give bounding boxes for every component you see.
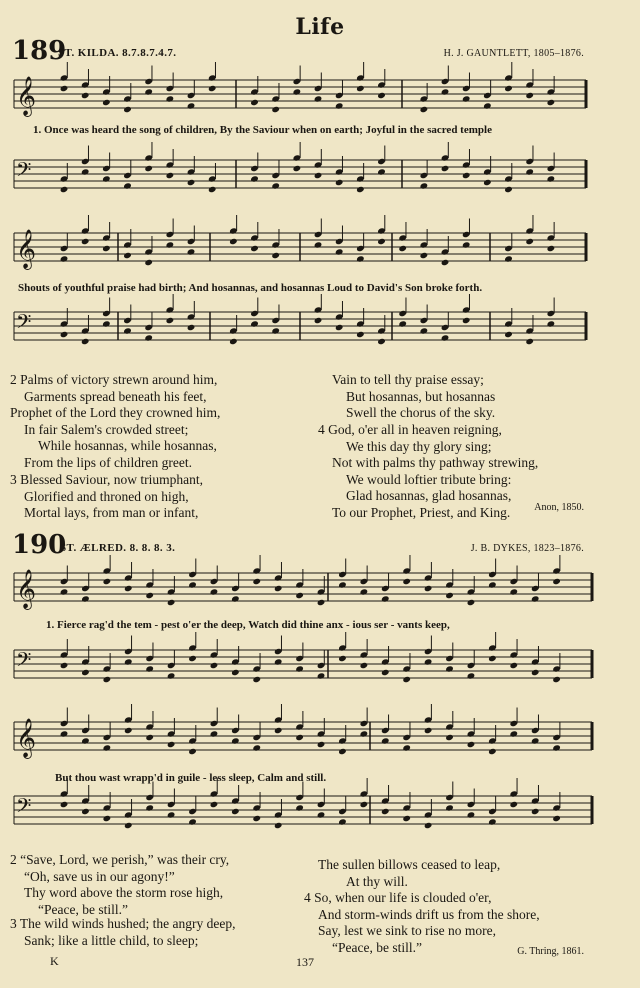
verse-line: “Oh, save us in our agony!” xyxy=(24,868,175,884)
notehead xyxy=(124,727,133,734)
notehead xyxy=(402,676,411,683)
verse-line: Glorified and throned on high, xyxy=(24,488,189,504)
notehead xyxy=(210,588,219,595)
hymn-189-verse-2 xyxy=(10,372,220,472)
notehead xyxy=(531,737,540,744)
notehead xyxy=(295,592,304,599)
notehead xyxy=(483,179,492,186)
notehead xyxy=(271,327,280,334)
notehead xyxy=(145,592,154,599)
notehead xyxy=(509,588,518,595)
notehead xyxy=(81,238,90,245)
notehead xyxy=(295,804,304,811)
notehead xyxy=(102,99,111,106)
verse-line: Vain to tell thy praise essay; xyxy=(332,372,484,387)
notehead xyxy=(531,669,540,676)
notehead xyxy=(102,175,111,182)
treble-clef-icon: 𝄞 xyxy=(16,76,37,116)
verse-line: 2 “Save, Lord, we perish,” was their cry, xyxy=(10,852,230,867)
section-title: Life xyxy=(295,14,345,40)
hymn-190-lyric-line-2: But thou wast wrapp'd in guile - less sleep, Calm and still. xyxy=(55,772,327,784)
verse-line: In fair Salem's crowded street; xyxy=(24,421,189,437)
hymn-190-composer: J. B. DYKES, 1823–1876. xyxy=(470,543,584,554)
bass-clef-icon: 𝄢 xyxy=(16,648,32,676)
hymn-189-verse-4 xyxy=(318,422,538,522)
notehead xyxy=(81,737,90,744)
notehead xyxy=(252,676,261,683)
notehead xyxy=(504,331,513,338)
notehead xyxy=(356,85,365,92)
notehead xyxy=(424,658,433,665)
notehead xyxy=(314,241,323,248)
hymn-189-verse-3-continued xyxy=(318,372,495,422)
verse-line: Garments spread beneath his feet, xyxy=(24,388,207,404)
notehead xyxy=(377,238,386,245)
notehead xyxy=(295,734,304,741)
notehead xyxy=(398,320,407,327)
notehead xyxy=(103,815,112,822)
notehead xyxy=(144,334,153,341)
notehead xyxy=(381,808,390,815)
notehead xyxy=(509,730,518,737)
verse-line: 2 Palms of victory strewn around him, xyxy=(10,372,218,387)
bass-clef-icon: 𝄢 xyxy=(16,794,32,822)
hymn-190-author: G. Thring, 1861. xyxy=(517,946,584,957)
notehead xyxy=(166,172,175,179)
notehead xyxy=(402,815,411,822)
hymn-189-verse-3 xyxy=(10,472,203,522)
notehead xyxy=(252,578,261,585)
notehead xyxy=(210,662,219,669)
verse-line: Sank; like a little child, to sleep; xyxy=(24,932,199,948)
notehead xyxy=(424,727,433,734)
notehead xyxy=(547,175,556,182)
notehead xyxy=(103,744,112,751)
notehead xyxy=(488,818,497,825)
notehead xyxy=(187,324,196,331)
notehead xyxy=(509,662,518,669)
notehead xyxy=(123,182,132,189)
notehead xyxy=(420,106,429,113)
notehead xyxy=(210,801,219,808)
notehead xyxy=(552,676,561,683)
notehead xyxy=(467,811,476,818)
notehead xyxy=(145,734,154,741)
notehead xyxy=(81,338,90,345)
notehead xyxy=(317,599,326,606)
notehead xyxy=(166,241,175,248)
notehead xyxy=(360,662,369,669)
notehead xyxy=(420,182,429,189)
notehead xyxy=(488,581,497,588)
notehead xyxy=(547,320,556,327)
notehead xyxy=(377,338,386,345)
notehead xyxy=(462,317,471,324)
hymn-190-verse-2 xyxy=(10,852,229,918)
notehead xyxy=(335,102,344,109)
notehead xyxy=(60,730,69,737)
notehead xyxy=(441,165,450,172)
notehead xyxy=(124,658,133,665)
notehead xyxy=(360,730,369,737)
treble-clef-icon: 𝄞 xyxy=(16,718,37,758)
notehead xyxy=(252,815,261,822)
notehead xyxy=(123,106,132,113)
notehead xyxy=(60,662,69,669)
notehead xyxy=(525,338,534,345)
notehead xyxy=(187,248,196,255)
notehead xyxy=(250,245,259,252)
notehead xyxy=(231,595,240,602)
treble-clef-icon: 𝄞 xyxy=(16,569,37,609)
notehead xyxy=(552,815,561,822)
notehead xyxy=(102,320,111,327)
notehead xyxy=(467,672,476,679)
notehead xyxy=(509,801,518,808)
notehead xyxy=(102,245,111,252)
notehead xyxy=(420,252,429,259)
notehead xyxy=(335,179,344,186)
notehead xyxy=(317,811,326,818)
notehead xyxy=(462,172,471,179)
hymn-190-number: 190 xyxy=(12,530,67,560)
notehead xyxy=(271,106,280,113)
notehead xyxy=(81,168,90,175)
notehead xyxy=(338,818,347,825)
notehead xyxy=(167,741,176,748)
notehead xyxy=(60,85,69,92)
notehead xyxy=(377,168,386,175)
notehead xyxy=(81,808,90,815)
verse-line: We would loftier tribute bring: xyxy=(346,471,512,487)
notehead xyxy=(167,599,176,606)
notehead xyxy=(81,92,90,99)
notehead xyxy=(338,581,347,588)
notehead xyxy=(145,804,154,811)
notehead xyxy=(381,669,390,676)
notehead xyxy=(166,317,175,324)
notehead xyxy=(445,734,454,741)
notehead xyxy=(188,581,197,588)
notehead xyxy=(441,259,450,266)
notehead xyxy=(504,85,513,92)
notehead xyxy=(488,748,497,755)
hymn-190-verse-4 xyxy=(304,890,540,956)
notehead xyxy=(552,578,561,585)
notehead xyxy=(402,744,411,751)
notehead xyxy=(360,588,369,595)
notehead xyxy=(398,245,407,252)
notehead xyxy=(445,592,454,599)
notehead xyxy=(274,727,283,734)
notehead xyxy=(144,165,153,172)
notehead xyxy=(274,822,283,829)
notehead xyxy=(462,241,471,248)
notehead xyxy=(338,748,347,755)
notehead xyxy=(208,85,217,92)
notehead xyxy=(167,811,176,818)
hymn-190-verse-3 xyxy=(10,916,235,949)
notehead xyxy=(103,578,112,585)
notehead xyxy=(60,801,69,808)
notehead xyxy=(338,655,347,662)
notehead xyxy=(424,822,433,829)
verse-line: Thy word above the storm rose high, xyxy=(24,885,224,901)
notehead xyxy=(187,179,196,186)
bass-clef-icon: 𝄢 xyxy=(16,310,32,338)
notehead xyxy=(144,88,153,95)
notehead xyxy=(356,255,365,262)
notehead xyxy=(293,165,302,172)
verse-line: 4 God, o'er all in heaven reigning, xyxy=(318,422,502,437)
notehead xyxy=(462,95,471,102)
notehead xyxy=(271,252,280,259)
notehead xyxy=(274,585,283,592)
notehead xyxy=(525,92,534,99)
notehead xyxy=(274,658,283,665)
notehead xyxy=(187,102,196,109)
notehead xyxy=(166,95,175,102)
notehead xyxy=(314,172,323,179)
notehead xyxy=(314,317,323,324)
verse-line: We this day thy glory sing; xyxy=(346,438,492,454)
verse-line: 3 The wild winds hushed; the angry deep, xyxy=(10,916,236,931)
notehead xyxy=(488,655,497,662)
verse-line: But hosannas, but hosannas xyxy=(346,388,496,404)
notehead xyxy=(377,92,386,99)
verse-line: The sullen billows ceased to leap, xyxy=(318,857,501,872)
notehead xyxy=(552,744,561,751)
verse-line: Swell the chorus of the sky. xyxy=(346,405,496,421)
notehead xyxy=(504,255,513,262)
notehead xyxy=(483,102,492,109)
treble-clef-icon: 𝄞 xyxy=(16,229,37,269)
hymn-190-verse-3-continued xyxy=(318,857,500,890)
notehead xyxy=(317,672,326,679)
verse-line: Not with palms thy pathway strewing, xyxy=(332,455,539,471)
hymn-189-tune: ST. KILDA. 8.7.8.7.4.7. xyxy=(58,47,177,59)
hymn-189-composer: H. J. GAUNTLETT, 1805–1876. xyxy=(443,48,584,59)
notehead xyxy=(124,585,133,592)
notehead xyxy=(250,175,259,182)
notehead xyxy=(81,595,90,602)
notehead xyxy=(123,252,132,259)
notehead xyxy=(547,99,556,106)
notehead xyxy=(231,808,240,815)
signature-mark: K xyxy=(50,954,59,968)
notehead xyxy=(525,168,534,175)
notehead xyxy=(103,676,112,683)
notehead xyxy=(271,182,280,189)
verse-line: Mortal lays, from man or infant, xyxy=(24,505,199,521)
verse-line: 4 So, when our life is clouded o'er, xyxy=(304,890,492,905)
notehead xyxy=(123,327,132,334)
notehead xyxy=(250,99,259,106)
notehead xyxy=(250,320,259,327)
notehead xyxy=(547,245,556,252)
verse-line: “Peace, be still.” xyxy=(332,939,422,955)
page-number: 137 xyxy=(296,955,314,969)
notehead xyxy=(188,748,197,755)
verse-line: At thy will. xyxy=(346,873,408,889)
verse-line: While hosannas, while hosannas, xyxy=(38,438,217,454)
notehead xyxy=(356,331,365,338)
notehead xyxy=(531,808,540,815)
notehead xyxy=(402,578,411,585)
notehead xyxy=(525,238,534,245)
notehead xyxy=(124,822,133,829)
notehead xyxy=(208,186,217,193)
notehead xyxy=(60,186,69,193)
notehead xyxy=(81,669,90,676)
notehead xyxy=(317,741,326,748)
verse-line: And storm-winds drift us from the shore, xyxy=(318,906,540,922)
notehead xyxy=(467,599,476,606)
notehead xyxy=(335,324,344,331)
verse-line: Prophet of the Lord they crowned him, xyxy=(10,405,221,421)
notehead xyxy=(360,801,369,808)
verse-line: To our Prophet, Priest, and King. xyxy=(332,504,511,520)
hymn-189-author: Anon, 1850. xyxy=(534,502,584,513)
notehead xyxy=(144,259,153,266)
notehead xyxy=(231,737,240,744)
hymn-189-number: 189 xyxy=(12,36,67,66)
hymn-190-tune: ST. ÆLRED. 8. 8. 8. 3. xyxy=(60,542,176,554)
notehead xyxy=(145,665,154,672)
notehead xyxy=(295,665,304,672)
bass-clef-icon: 𝄢 xyxy=(16,158,32,186)
notehead xyxy=(381,595,390,602)
notehead xyxy=(210,730,219,737)
notehead xyxy=(356,186,365,193)
notehead xyxy=(231,669,240,676)
notehead xyxy=(60,588,69,595)
notehead xyxy=(445,665,454,672)
notehead xyxy=(229,238,238,245)
notehead xyxy=(60,331,69,338)
notehead xyxy=(188,655,197,662)
hymn-189-lyric-line-2: Shouts of youthful praise had birth; And hosannas, and hosannas Loud to David's Son broke forth. xyxy=(18,282,483,294)
verse-line: Say, lest we sink to rise no more, xyxy=(318,923,496,939)
notehead xyxy=(335,248,344,255)
notehead xyxy=(293,88,302,95)
notehead xyxy=(441,88,450,95)
notehead xyxy=(467,741,476,748)
hymn-189-lyric-line-1: 1. Once was heard the song of children, By the Saviour when on earth; Joyful in the sacred temple xyxy=(33,124,492,136)
notehead xyxy=(424,585,433,592)
notehead xyxy=(504,186,513,193)
notehead xyxy=(420,327,429,334)
verse-line: From the lips of children greet. xyxy=(24,454,192,470)
verse-line: “Peace, be still.” xyxy=(38,901,128,917)
notehead xyxy=(229,338,238,345)
notehead xyxy=(188,818,197,825)
notehead xyxy=(252,744,261,751)
hymn-190-lyric-line-1: 1. Fierce rag'd the tem - pest o'er the deep, Watch did thine anx - ious ser - vants keep, xyxy=(46,619,450,631)
notehead xyxy=(167,672,176,679)
notehead xyxy=(60,255,69,262)
notehead xyxy=(445,804,454,811)
verse-line: Glad hosannas, glad hosannas, xyxy=(346,488,512,504)
notehead xyxy=(314,95,323,102)
notehead xyxy=(441,334,450,341)
verse-line: 3 Blessed Saviour, now triumphant, xyxy=(10,472,203,487)
notehead xyxy=(531,595,540,602)
notehead xyxy=(381,737,390,744)
